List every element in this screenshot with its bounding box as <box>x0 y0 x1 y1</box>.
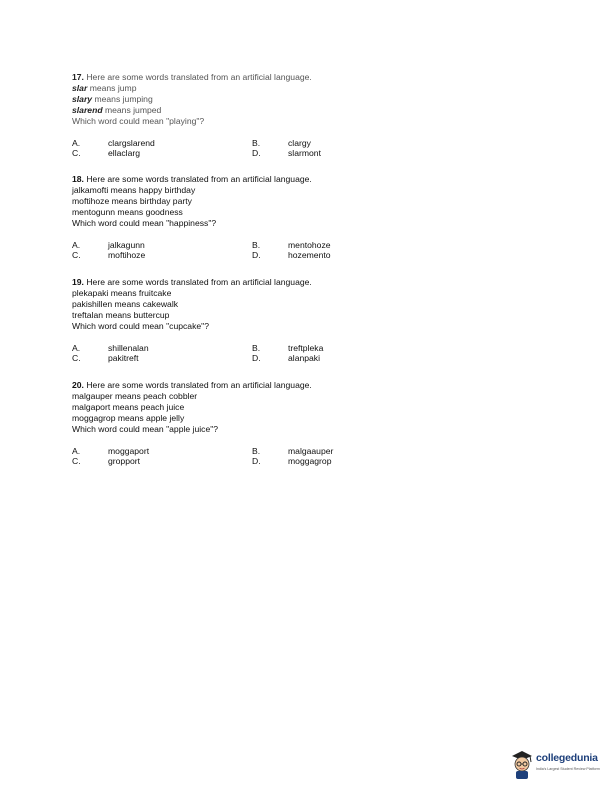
option-a: A. shillenalan <box>72 343 149 353</box>
translation-line: malgauper means peach cobbler <box>72 391 198 401</box>
option-a: A. moggaport <box>72 446 150 456</box>
question-intro: 18. Here are some words translated from an artificial language. <box>72 174 312 184</box>
translation-line: slary means jumping <box>72 94 153 104</box>
option-c: C. pakitreft <box>72 353 139 363</box>
question-number: 17. <box>72 72 84 82</box>
question-prompt: Which word could mean "apple juice"? <box>72 424 219 434</box>
option-c: C. ellaclarg <box>72 148 141 158</box>
logo-wordmark: collegedunia <box>536 752 598 764</box>
option-c: C. gropport <box>72 456 141 466</box>
question-number: 19. <box>72 277 84 287</box>
question-18 <box>72 174 542 264</box>
option-c: C. moftihoze <box>72 250 146 260</box>
translation-line: slar means jump <box>72 83 137 93</box>
question-17 <box>72 72 542 162</box>
question-intro: 19. Here are some words translated from an artificial language. <box>72 277 312 287</box>
option-d: D. moggagrop <box>252 456 332 466</box>
answer-options <box>72 446 542 470</box>
option-b: B. mentohoze <box>252 240 331 250</box>
translation-line: malgaport means peach juice <box>72 402 185 412</box>
translation-line: mentogunn means goodness <box>72 207 183 217</box>
question-number: 18. <box>72 174 84 184</box>
option-a: A. clargslarend <box>72 138 155 148</box>
translation-line: moggagrop means apple jelly <box>72 413 185 423</box>
question-number: 20. <box>72 380 84 390</box>
option-b: B. clargy <box>252 138 311 148</box>
option-a: A. jalkagunn <box>72 240 145 250</box>
answer-options <box>72 240 542 264</box>
option-b: B. malgaauper <box>252 446 334 456</box>
translation-line: slarend means jumped <box>72 105 162 115</box>
option-d: D. alanpaki <box>252 353 321 363</box>
translation-line: moftihoze means birthday party <box>72 196 192 206</box>
translation-line: pakishillen means cakewalk <box>72 299 179 309</box>
collegedunia-logo <box>509 749 609 783</box>
question-prompt: Which word could mean "happiness"? <box>72 218 217 228</box>
option-d: D. slarmont <box>252 148 321 158</box>
question-prompt: Which word could mean "cupcake"? <box>72 321 209 331</box>
question-intro: 17. Here are some words translated from an artificial language. <box>72 72 312 82</box>
option-b: B. treftpleka <box>252 343 324 353</box>
logo-tagline: India's Largest Student Review Platform <box>536 767 600 771</box>
answer-options <box>72 343 542 367</box>
option-d: D. hozemento <box>252 250 331 260</box>
question-20 <box>72 380 542 470</box>
question-19 <box>72 277 542 367</box>
mascot-icon <box>509 749 535 781</box>
translation-line: jalkamofti means happy birthday <box>72 185 196 195</box>
translation-line: plekapaki means fruitcake <box>72 288 172 298</box>
question-prompt: Which word could mean "playing"? <box>72 116 205 126</box>
question-intro: 20. Here are some words translated from an artificial language. <box>72 380 312 390</box>
translation-line: treftalan means buttercup <box>72 310 170 320</box>
answer-options <box>72 138 542 162</box>
